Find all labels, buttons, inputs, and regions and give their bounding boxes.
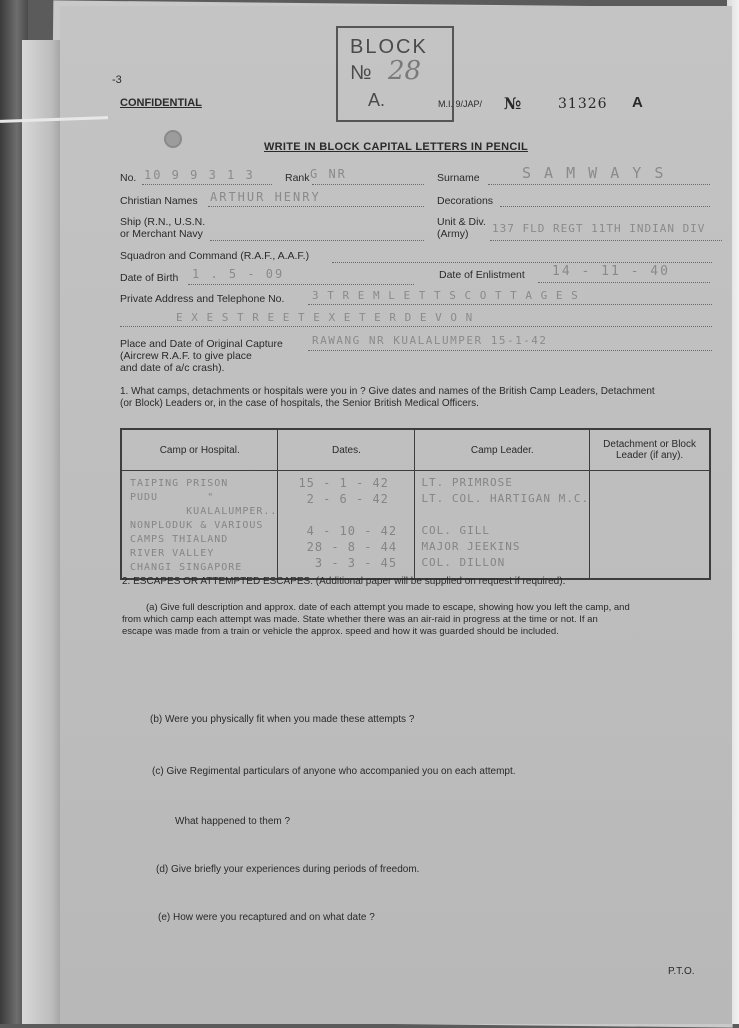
question-2c: (c) Give Regimental particulars of anyone who accompanied you on each attempt. xyxy=(152,766,516,777)
date-entries: 15 - 1 - 42 2 - 6 - 42 4 - 10 - 42 28 - 8 - 44 3 - 3 - 45 xyxy=(298,476,398,570)
camp-table xyxy=(120,428,711,580)
surname-line xyxy=(488,184,710,185)
enlistment-label: Date of Enlistment xyxy=(439,269,525,281)
enlistment-value: 14 - 11 - 40 xyxy=(552,264,670,279)
stamp-number: 28 xyxy=(388,56,422,86)
enlistment-line xyxy=(538,282,710,283)
camp-leader-entries: LT. PRIMROSE LT. COL. HARTIGAN M.C. COL. GILL MAJOR JEEKINS COL. DILLON xyxy=(421,476,590,569)
christian-names-label: Christian Names xyxy=(120,195,198,207)
ship-label-1: Ship (R.N., U.S.N. xyxy=(120,216,206,228)
rank-line xyxy=(312,184,424,185)
stamp-no-text: № xyxy=(350,62,372,84)
col-header-camp: Camp or Hospital. xyxy=(121,429,278,471)
form-title: WRITE IN BLOCK CAPITAL LETTERS IN PENCIL xyxy=(264,141,528,153)
stamp-letter: A. xyxy=(368,90,386,110)
col-header-detachment-leader: Detachment or Block Leader (if any). xyxy=(590,429,710,471)
ship-line xyxy=(210,240,424,241)
decorations-line xyxy=(500,206,710,207)
service-no-line xyxy=(142,184,272,185)
question-2d: (d) Give briefly your experiences during periods of freedom. xyxy=(156,864,420,875)
decorations-label: Decorations xyxy=(437,195,494,207)
rank-label: Rank xyxy=(285,172,310,184)
corner-mark: -3 xyxy=(112,74,122,86)
question-1-text-1: 1. What camps, detachments or hospitals were you in ? Give dates and names of the British Camp Leaders, Detachment xyxy=(120,386,655,397)
punch-hole xyxy=(164,130,182,148)
address-label: Private Address and Telephone No. xyxy=(120,293,285,305)
unit-label-2: (Army) xyxy=(437,228,469,240)
unit-value: 137 FLD REGT 11TH INDIAN DIV xyxy=(492,222,706,235)
question-2-title: 2. ESCAPES OR ATTEMPTED ESCAPES. (Additional paper will be supplied on request if required). xyxy=(122,576,566,587)
unit-line xyxy=(490,240,722,241)
capture-label-1: Place and Date of Original Capture xyxy=(120,338,283,350)
unit-label-1: Unit & Div. xyxy=(437,216,486,228)
serial-number: 31326 xyxy=(558,96,608,112)
address-value-2: E X E S T R E E T E X E T E R D E V O N xyxy=(176,311,474,324)
camp-leader-column xyxy=(415,471,590,580)
question-2b: (b) Were you physically fit when you made these attempts ? xyxy=(150,714,415,725)
question-2a-line-2: from which camp each attempt was made. State whether there was an air-raid in progress at the time or not. If an xyxy=(122,614,598,625)
address-value-1: 3 T R E M L E T T S C O T T A G E S xyxy=(312,289,579,302)
question-2a-line-1: (a) Give full description and approx. date of each attempt you made to escape, showing how you left the camp, and xyxy=(146,602,630,613)
col-header-camp-leader: Camp Leader. xyxy=(415,429,590,471)
capture-label-2: (Aircrew R.A.F. to give place xyxy=(120,350,252,362)
col-header-dates: Dates. xyxy=(278,429,415,471)
question-2c-sub: What happened to them ? xyxy=(175,816,291,827)
dob-label: Date of Birth xyxy=(120,272,179,284)
christian-names-value: ARTHUR HENRY xyxy=(210,190,321,204)
camp-table-header xyxy=(121,429,710,471)
mi9-reference: M.I. 9/JAP/ xyxy=(438,99,483,109)
christian-names-line xyxy=(208,206,424,207)
dob-line xyxy=(188,284,414,285)
pto-label: P.T.O. xyxy=(668,966,695,977)
question-2e: (e) How were you recaptured and on what date ? xyxy=(158,912,375,923)
stamp-block-text: BLOCK xyxy=(350,36,428,58)
capture-value: RAWANG NR KUALALUMPER 15-1-42 xyxy=(312,334,548,347)
serial-no-label: № xyxy=(504,94,522,113)
address-line-2 xyxy=(120,326,712,327)
service-no-value: 10 9 9 3 1 3 xyxy=(144,168,255,182)
camp-column xyxy=(121,471,278,580)
capture-line xyxy=(308,350,712,351)
camp-entries: TAIPING PRISON PUDU " KUALALUMPER.. NONPLODUK & VARIOUS CAMPS THIALAND RIVER VALLEY CHANGI SINGAPORE xyxy=(130,478,278,573)
rank-value: G NR xyxy=(310,167,347,181)
dates-column xyxy=(278,471,415,580)
serial-letter: A xyxy=(632,94,643,111)
form-sheet xyxy=(60,6,732,1024)
detachment-leader-column xyxy=(590,471,710,580)
address-line-1 xyxy=(308,304,712,305)
ship-label-2: or Merchant Navy xyxy=(120,228,203,240)
block-stamp xyxy=(336,26,454,122)
binder-strip xyxy=(22,40,64,1024)
dob-value: 1 . 5 - 09 xyxy=(192,267,285,281)
confidential-label: CONFIDENTIAL xyxy=(120,97,202,109)
surname-label: Surname xyxy=(437,172,480,184)
service-no-label: No. xyxy=(120,172,137,184)
question-2a-line-3: escape was made from a train or vehicle the approx. speed and how it was guarded should be included. xyxy=(122,626,559,637)
capture-label-3: and date of a/c crash). xyxy=(120,362,225,374)
squadron-label: Squadron and Command (R.A.F., A.A.F.) xyxy=(120,250,310,262)
surname-value: S A M W A Y S xyxy=(522,164,666,182)
squadron-line xyxy=(332,262,712,263)
camp-table-body xyxy=(121,471,710,580)
question-1-text-2: (or Block) Leaders or, in the case of hospitals, the Senior British Medical Officers. xyxy=(120,398,479,409)
